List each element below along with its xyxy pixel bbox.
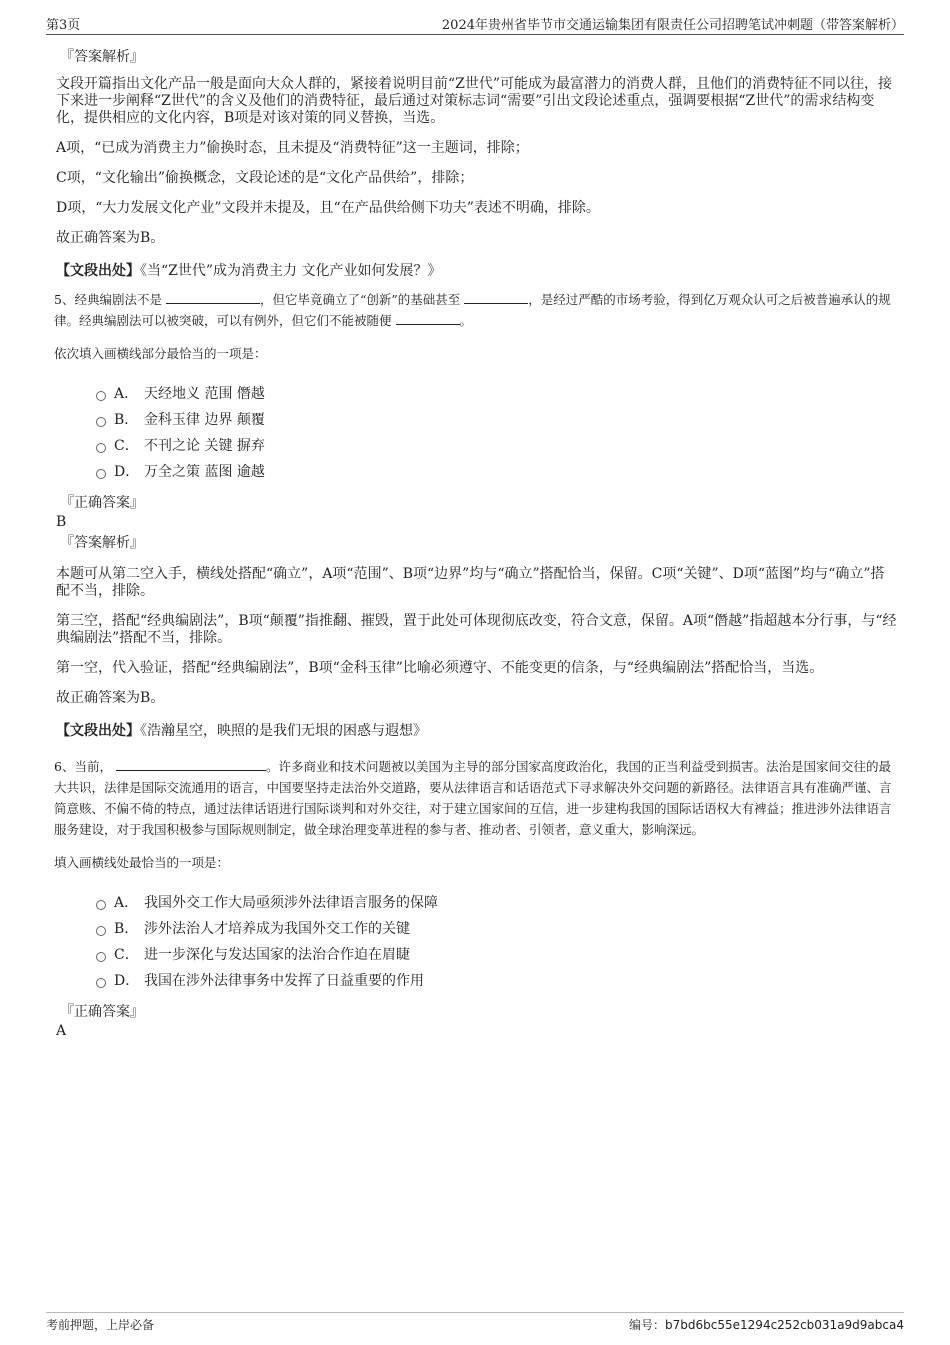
question-6-stem: 6、当前， 。许多商业和技术问题被以美国为主导的部分国家高度政治化，我国的正当利益受到损害。法治是国家间交往的最大共识，法律是国际交流通用的语言，中国要坚持走法治外交道路，要从法律语言和话语范式下寻求解决外交问题的新路径。法律语言具有准确严谨、言简意赅、不偏不倚的特点，通过法律话语进行国际谈判和对外交往，对于建立国家间的互信，进一步建构我国的国际话语权大有裨益；推进涉外法律语言服务建设，对于我国积极参与国际规则制定，做全球治理变革进程的参与者、推动者、引领者，意义重大，影响深远。 (54, 759, 892, 837)
radio-icon[interactable] (96, 978, 106, 988)
analysis-paragraph: A项，“已成为消费主力”偷换时态，且未提及“消费特征”这一主题词，排除； (56, 140, 529, 156)
source-label: 【文段出处】 (56, 723, 140, 739)
correct-answer: B (56, 514, 67, 530)
source-line (56, 260, 898, 280)
option-d[interactable]: D． 我国在涉外法律事务中发挥了日益重要的作用 (96, 967, 898, 993)
radio-icon[interactable] (96, 391, 106, 401)
footer-code: 编号：b7bd6bc55e1294c252cb031a9d9abca4 (629, 1318, 904, 1332)
radio-icon[interactable] (96, 417, 106, 427)
option-b[interactable]: B． 金科玉律 边界 颠覆 (96, 406, 898, 432)
radio-icon[interactable] (96, 469, 106, 479)
source-title: 《浩瀚星空，映照的是我们无垠的困惑与遐想》 (140, 723, 427, 739)
question-5-options (96, 380, 898, 484)
page-header (46, 14, 904, 35)
option-c[interactable]: C． 进一步深化与发达国家的法治合作迫在眉睫 (96, 941, 898, 967)
radio-icon[interactable] (96, 952, 106, 962)
analysis-label: 『答案解析』 (60, 49, 144, 65)
analysis-paragraph: D项，“大力发展文化产业”文段并未提及，且“在产品供给侧下功夫”表述不明确，排除。 (56, 200, 600, 216)
source-label: 【文段出处】 (56, 263, 140, 279)
option-c[interactable]: C． 不刊之论 关键 摒弃 (96, 432, 898, 458)
question-6-options (96, 889, 898, 993)
question-5-prompt: 依次填入画横线部分最恰当的一项是： (54, 346, 267, 361)
correct-answer-label: 『正确答案』 (60, 1004, 144, 1020)
correct-answer: A (56, 1023, 67, 1039)
analysis-paragraph: 第三空，搭配“经典编剧法”，B项“颠覆”指推翻、摧毁，置于此处可体现彻底改变，符合文意，保留。A项“僭越”指超越本分行事，与“经典编剧法”搭配不当，排除。 (56, 613, 897, 646)
source-line (56, 720, 898, 740)
option-d[interactable]: D． 万全之策 蓝图 逾越 (96, 458, 898, 484)
analysis-paragraph: 文段开篇指出文化产品一般是面向大众人群的，紧接着说明目前“Z世代”可能成为最富潜力的消费人群，且他们的消费特征不同以往，接下来进一步阐释“Z世代”的含义及他们的消费特征，最后通过对策标志词“需要”引出文段论述重点，强调要根据“Z世代”的需求结构变化，提供相应的文化内容，B项是对该对策的同义替换，当选。 (56, 76, 893, 126)
blank-line (464, 291, 528, 304)
document-title: 2024年贵州省毕节市交通运输集团有限责任公司招聘笔试冲刺题（带答案解析） (441, 18, 904, 33)
option-a[interactable]: A． 我国外交工作大局亟须涉外法律语言服务的保障 (96, 889, 898, 915)
blank-line (166, 291, 260, 304)
blank-line (396, 312, 460, 325)
option-b[interactable]: B． 涉外法治人才培养成为我国外交工作的关键 (96, 915, 898, 941)
analysis-paragraph: 故正确答案为B。 (56, 230, 165, 246)
question-5-stem: 5、经典编剧法不是 ，但它毕竟确立了“创新”的基础甚至 ，是经过严酷的市场考验，得到亿万观众认可之后被普遍承认的规律。经典编剧法可以被突破，可以有例外，但它们不能被随便 。 (54, 292, 891, 328)
page-number: 第3页 (46, 18, 81, 33)
option-a[interactable]: A． 天经地义 范围 僭越 (96, 380, 898, 406)
analysis-paragraph: 第一空，代入验证，搭配“经典编剧法”，B项“金科玉律”比喻必须遵守、不能变更的信条，与“经典编剧法”搭配恰当，当选。 (56, 660, 824, 676)
analysis-paragraph: 本题可从第二空入手，横线处搭配“确立”，A项“范围”、B项“边界”均与“确立”搭配恰当，保留。C项“关键”、D项“蓝图”均与“确立”搭配不当，排除。 (56, 566, 885, 599)
radio-icon[interactable] (96, 926, 106, 936)
radio-icon[interactable] (96, 443, 106, 453)
page-content (56, 46, 898, 1041)
analysis-label: 『答案解析』 (60, 535, 144, 551)
source-title: 《当“Z世代”成为消费主力 文化产业如何发展？》 (140, 263, 442, 279)
page-footer (46, 1312, 904, 1338)
radio-icon[interactable] (96, 900, 106, 910)
analysis-paragraph: C项，“文化输出”偷换概念，文段论述的是“文化产品供给”，排除； (56, 170, 474, 186)
blank-line (116, 758, 266, 771)
correct-answer-label: 『正确答案』 (60, 495, 144, 511)
question-6-prompt: 填入画横线处最恰当的一项是： (54, 855, 230, 870)
analysis-paragraph: 故正确答案为B。 (56, 690, 165, 706)
footer-slogan: 考前押题，上岸必备 (46, 1318, 155, 1332)
